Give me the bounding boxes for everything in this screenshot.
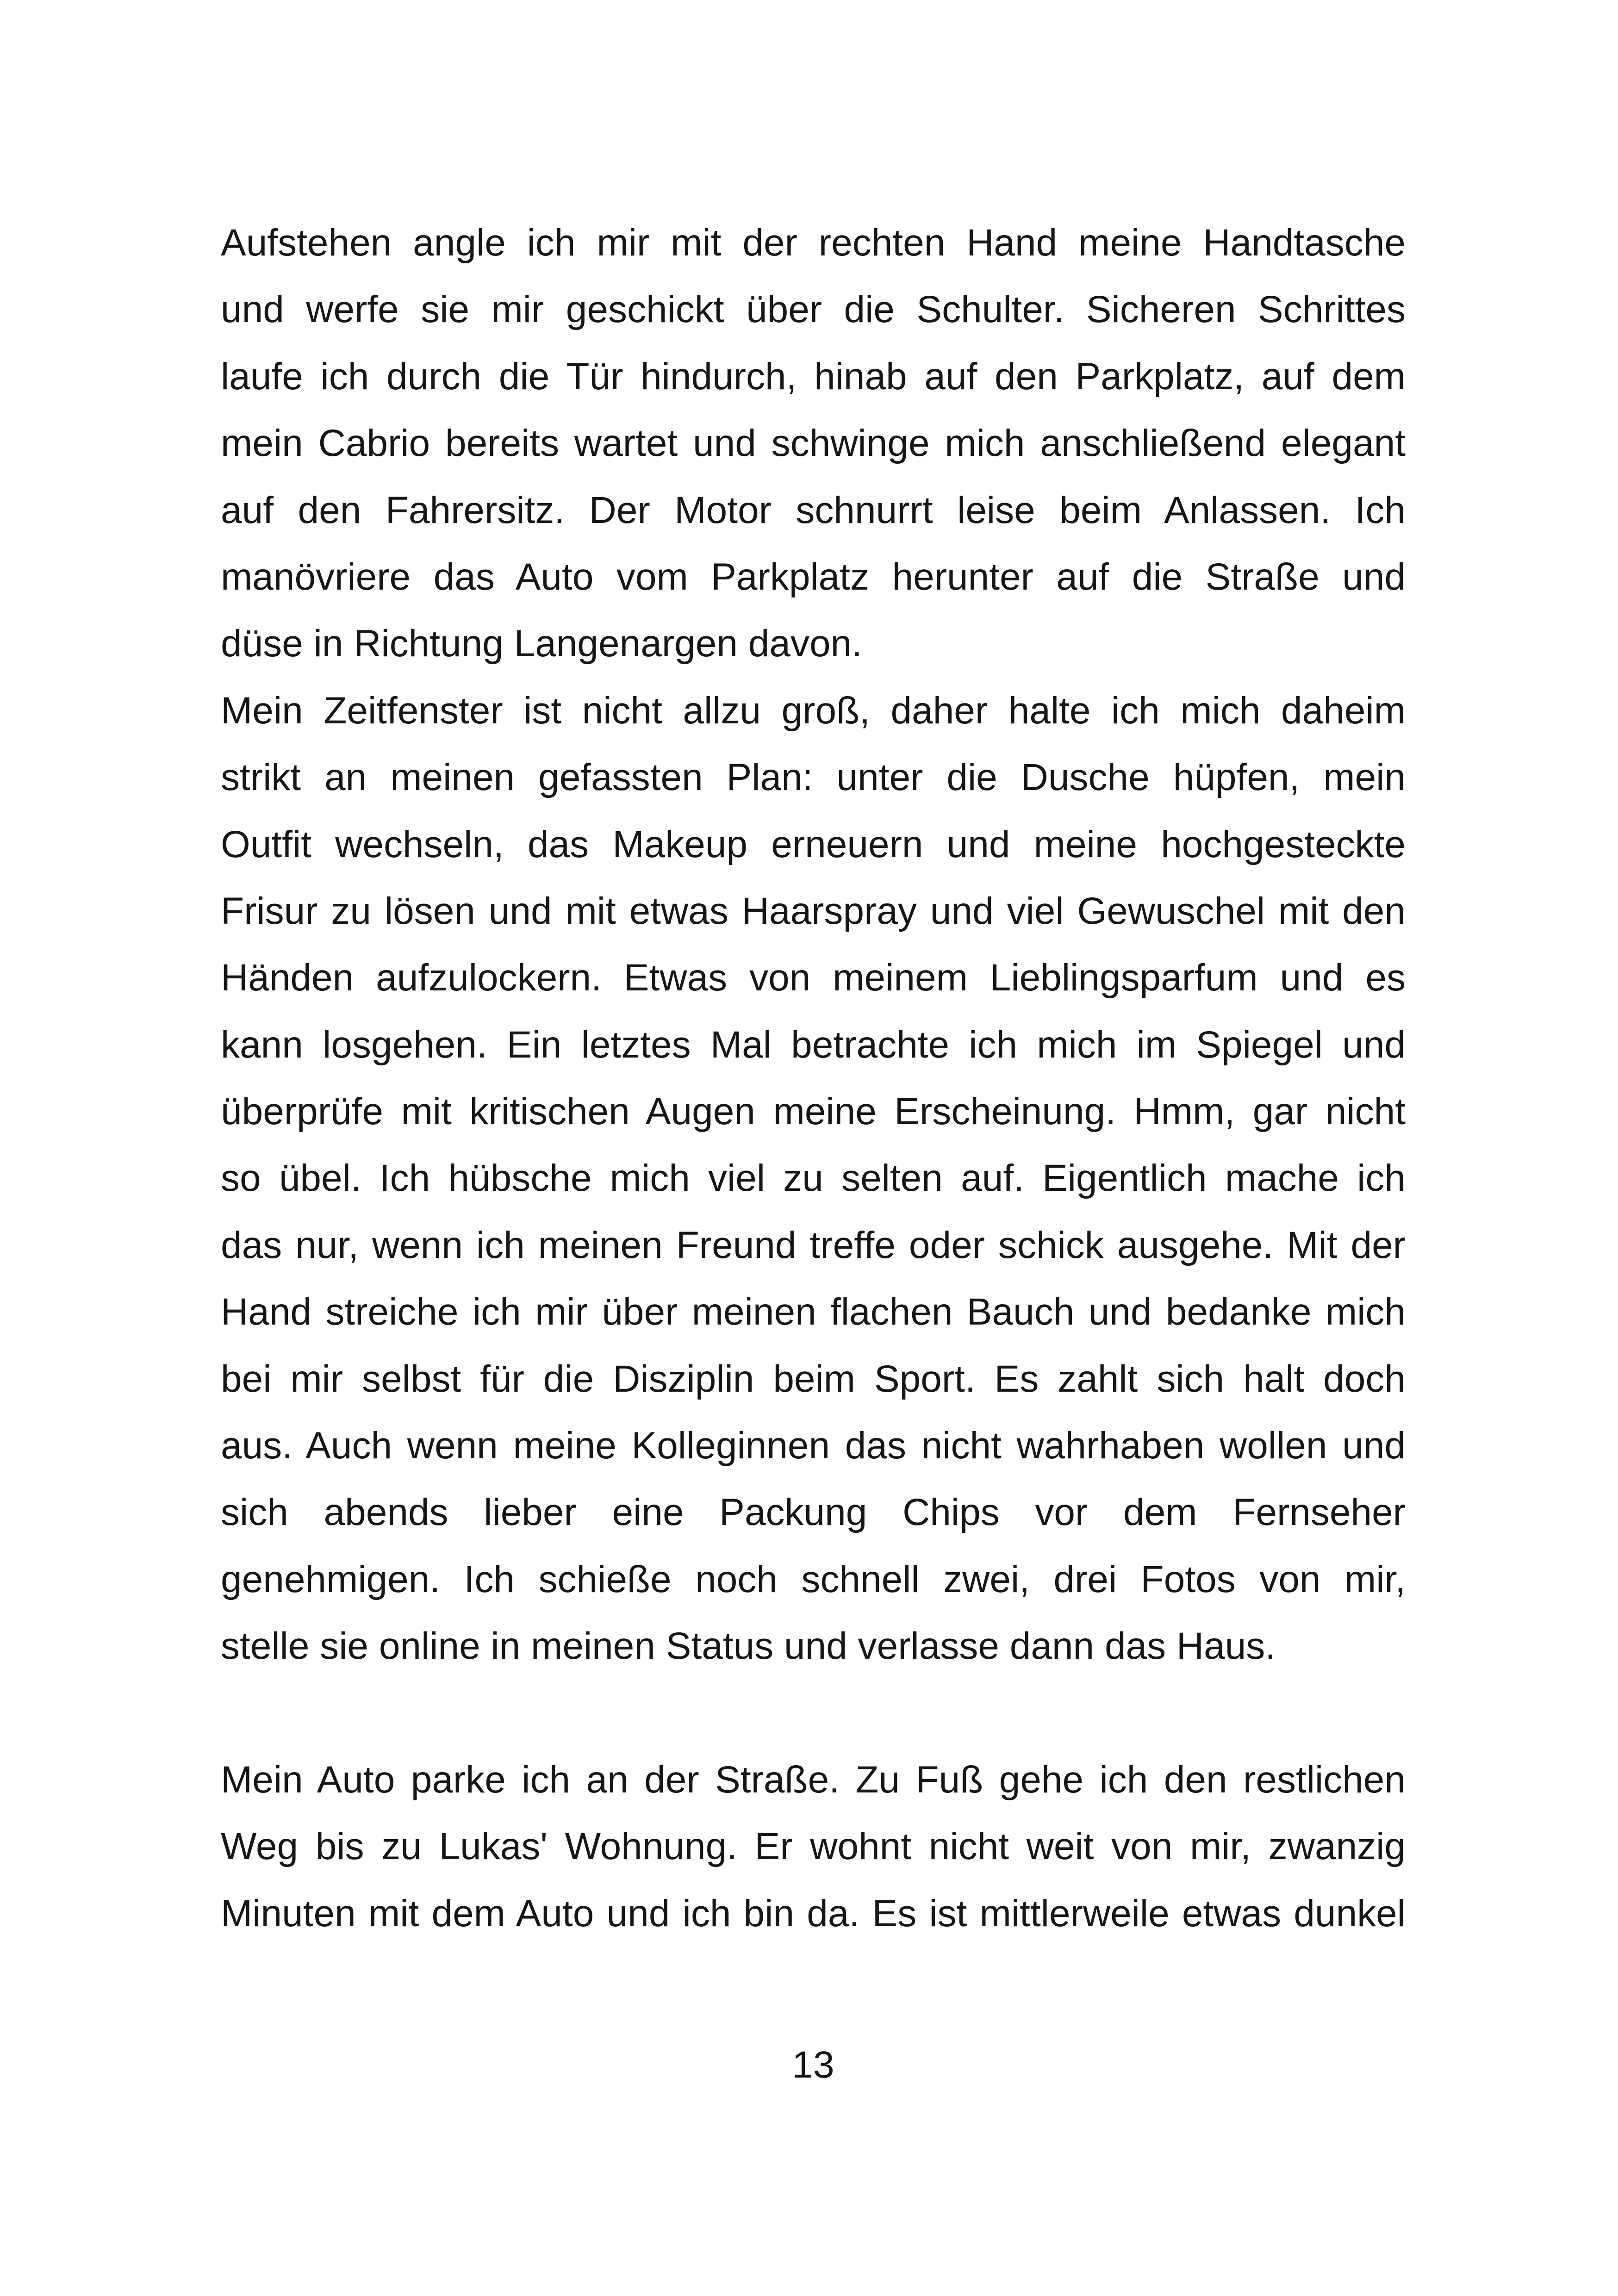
- text-line: kann losgehen. Ein letztes Mal betrachte ich mich im Spiegel und: [221, 1023, 1406, 1066]
- text-line: genehmigen. Ich schieße noch schnell zwei, drei Fotos von mir,: [221, 1558, 1406, 1600]
- text-line: so übel. Ich hübsche mich viel zu selten auf. Eigentlich mache ich: [221, 1157, 1406, 1200]
- text-line: Händen aufzulockern. Etwas von meinem Lieblingsparfum und es: [221, 957, 1406, 999]
- text-line: Mein Zeitfenster ist nicht allzu groß, daher halte ich mich daheim: [221, 689, 1406, 732]
- text-line: Aufstehen angle ich mir mit der rechten Hand meine Handtasche: [221, 222, 1406, 264]
- text-line: Weg bis zu Lukas' Wohnung. Er wohnt nicht weit von mir, zwanzig: [221, 1825, 1406, 1868]
- text-line: das nur, wenn ich meinen Freund treffe oder schick ausgehe. Mit der: [221, 1224, 1406, 1266]
- text-line: manövriere das Auto vom Parkplatz herunter auf die Straße und: [221, 555, 1406, 598]
- text-line: sich abends lieber eine Packung Chips vor dem Fernseher: [221, 1491, 1406, 1534]
- body-text: [221, 210, 1406, 1947]
- text-line: überprüfe mit kritischen Augen meine Erscheinung. Hmm, gar nicht: [221, 1090, 1406, 1133]
- page-number: 13: [792, 2044, 834, 2086]
- text-line: Mein Auto parke ich an der Straße. Zu Fuß gehe ich den restlichen: [221, 1758, 1406, 1801]
- text-line: auf den Fahrersitz. Der Motor schnurrt leise beim Anlassen. Ich: [221, 489, 1406, 531]
- text-line: Outfit wechseln, das Makeup erneuern und meine hochgesteckte: [221, 823, 1406, 865]
- text-line: aus. Auch wenn meine Kolleginnen das nicht wahrhaben wollen und: [221, 1425, 1406, 1467]
- text-line: Frisur zu lösen und mit etwas Haarspray und viel Gewuschel mit den: [221, 890, 1406, 932]
- text-line: Minuten mit dem Auto und ich bin da. Es ist mittlerweile etwas dunkel: [221, 1892, 1406, 1935]
- text-line: laufe ich durch die Tür hindurch, hinab auf den Parkplatz, auf dem: [221, 355, 1406, 398]
- paragraph-spacer: [221, 1680, 1406, 1747]
- text-line: Hand streiche ich mir über meinen flachen Bauch und bedanke mich: [221, 1291, 1406, 1333]
- text-line: mein Cabrio bereits wartet und schwinge mich anschließend elegant: [221, 422, 1406, 465]
- text-line: strikt an meinen gefassten Plan: unter die Dusche hüpfen, mein: [221, 756, 1406, 799]
- paragraph-1: [221, 210, 1406, 678]
- paragraph-3: [221, 1747, 1406, 1947]
- text-line: düse in Richtung Langenargen davon.: [221, 622, 862, 665]
- paragraph-2: [221, 678, 1406, 1680]
- text-line: und werfe sie mir geschickt über die Schulter. Sicheren Schrittes: [221, 288, 1406, 331]
- text-line: bei mir selbst für die Disziplin beim Sport. Es zahlt sich halt doch: [221, 1357, 1406, 1400]
- text-line: stelle sie online in meinen Status und verlasse dann das Haus.: [221, 1625, 1276, 1668]
